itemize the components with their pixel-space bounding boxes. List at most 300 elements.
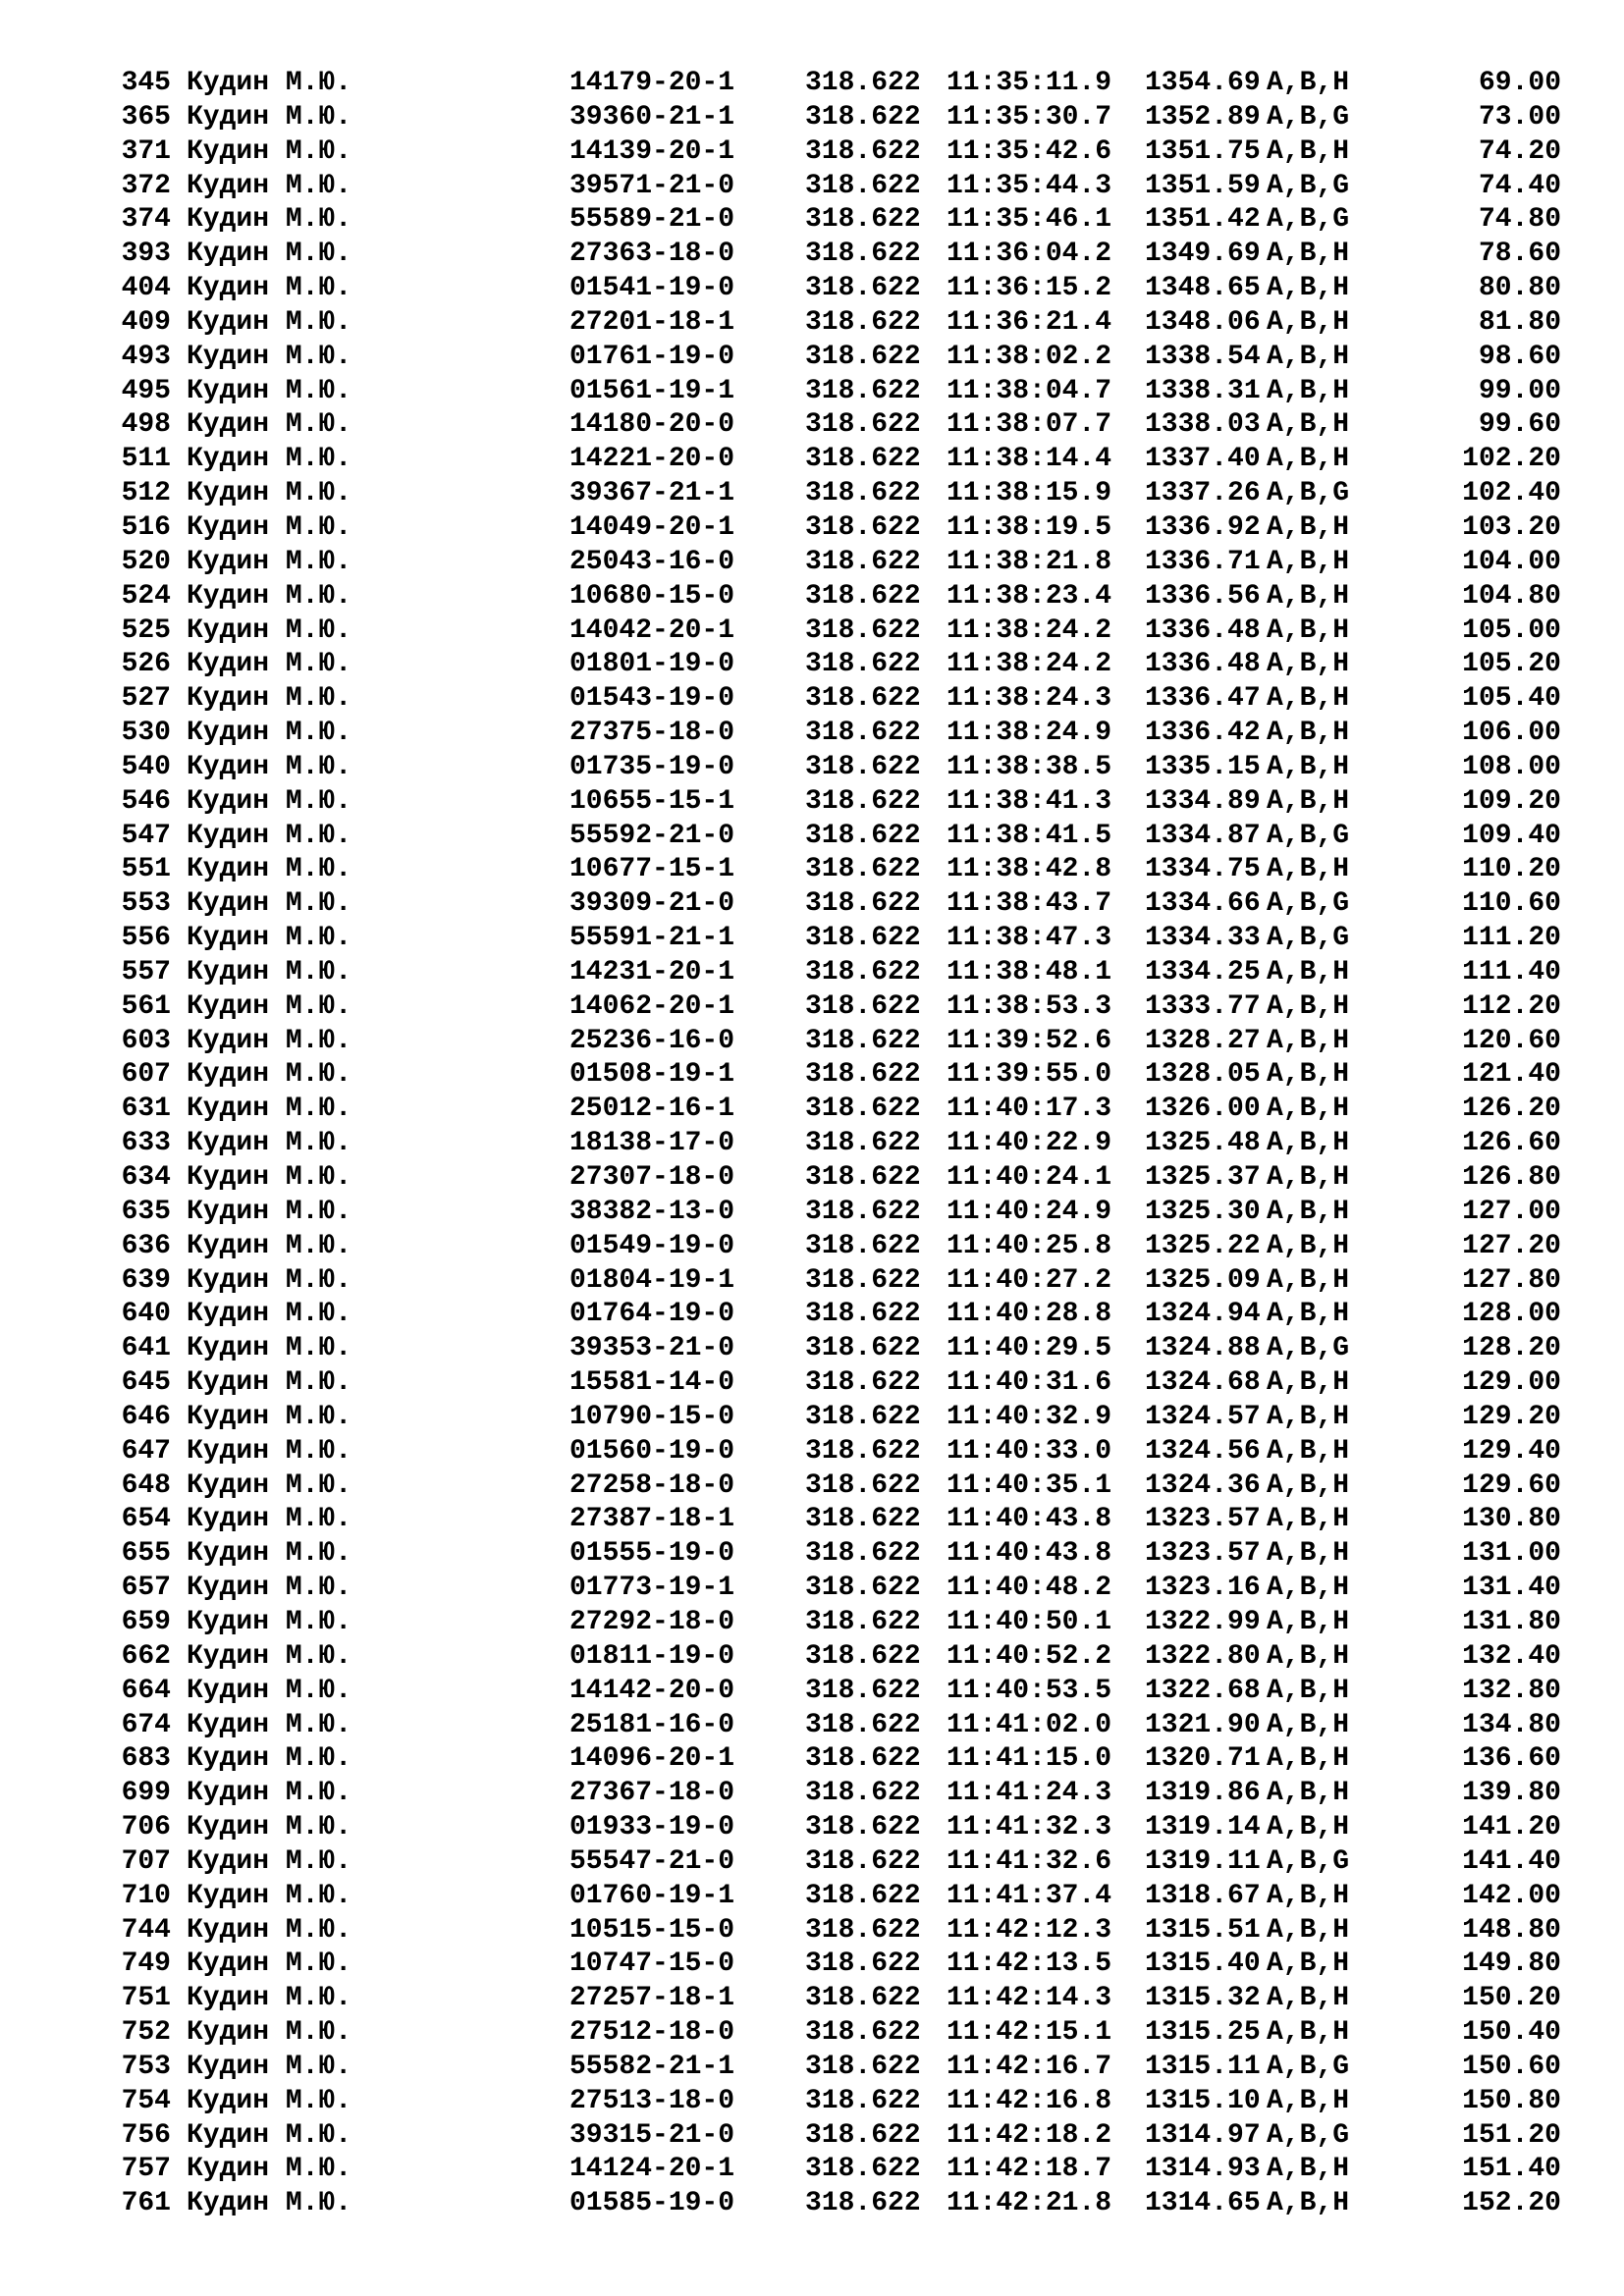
place-cell: 516 [121, 511, 171, 543]
speed-cell: 1323.16 [1145, 1573, 1261, 1604]
place-cell: 744 [121, 1914, 171, 1946]
category-cell: A,B,H [1267, 444, 1350, 475]
arrival-time-cell: 11:35:46.1 [947, 204, 1112, 236]
ring-number-cell: 14142-20-0 [569, 1675, 735, 1706]
speed-cell: 1322.80 [1145, 1640, 1261, 1672]
ring-number-cell: 39360-21-1 [569, 101, 735, 133]
arrival-time-cell: 11:40:29.5 [947, 1333, 1112, 1364]
arrival-time-cell: 11:38:15.9 [947, 478, 1112, 509]
speed-cell: 1334.89 [1145, 785, 1261, 817]
distance-cell: 318.622 [805, 1675, 921, 1706]
speed-cell: 1326.00 [1145, 1094, 1261, 1125]
distance-cell: 318.622 [805, 1059, 921, 1091]
points-cell: 132.40 [1462, 1640, 1561, 1672]
speed-cell: 1336.48 [1145, 614, 1261, 646]
arrival-time-cell: 11:35:42.6 [947, 135, 1112, 167]
speed-cell: 1324.68 [1145, 1367, 1261, 1399]
fancier-name-cell: Кудин М.Ю. [187, 2154, 352, 2185]
category-cell: A,B,H [1267, 1778, 1350, 1809]
category-cell: A,B,H [1267, 1401, 1350, 1432]
speed-cell: 1336.92 [1145, 511, 1261, 543]
place-cell: 664 [121, 1675, 171, 1706]
fancier-name-cell: Кудин М.Ю. [187, 1504, 352, 1535]
place-cell: 683 [121, 1743, 171, 1775]
arrival-time-cell: 11:42:12.3 [947, 1914, 1112, 1946]
result-row [0, 614, 1624, 649]
place-cell: 648 [121, 1469, 171, 1501]
result-row [0, 67, 1624, 101]
points-cell: 134.80 [1462, 1709, 1561, 1740]
result-row [0, 922, 1624, 956]
result-row [0, 238, 1624, 272]
ring-number-cell: 55591-21-1 [569, 923, 735, 954]
speed-cell: 1352.89 [1145, 101, 1261, 133]
speed-cell: 1348.06 [1145, 306, 1261, 338]
ring-number-cell: 27367-18-0 [569, 1778, 735, 1809]
ring-number-cell: 27258-18-0 [569, 1469, 735, 1501]
speed-cell: 1325.37 [1145, 1162, 1261, 1193]
category-cell: A,B,G [1267, 1845, 1350, 1877]
fancier-name-cell: Кудин М.Ю. [187, 956, 352, 988]
place-cell: 754 [121, 2085, 171, 2116]
category-cell: A,B,H [1267, 2188, 1350, 2219]
distance-cell: 318.622 [805, 1162, 921, 1193]
category-cell: A,B,H [1267, 2154, 1350, 2185]
place-cell: 757 [121, 2154, 171, 2185]
place-cell: 511 [121, 444, 171, 475]
result-row [0, 1332, 1624, 1366]
fancier-name-cell: Кудин М.Ю. [187, 1196, 352, 1227]
speed-cell: 1351.59 [1145, 170, 1261, 201]
result-row [0, 1127, 1624, 1161]
category-cell: A,B,G [1267, 204, 1350, 236]
points-cell: 109.20 [1462, 785, 1561, 817]
fancier-name-cell: Кудин М.Ю. [187, 1845, 352, 1877]
points-cell: 80.80 [1478, 273, 1561, 304]
place-cell: 525 [121, 614, 171, 646]
ring-number-cell: 27257-18-1 [569, 1983, 735, 2014]
points-cell: 130.80 [1462, 1504, 1561, 1535]
ring-number-cell: 55589-21-0 [569, 204, 735, 236]
distance-cell: 318.622 [805, 956, 921, 988]
distance-cell: 318.622 [805, 1264, 921, 1296]
distance-cell: 318.622 [805, 306, 921, 338]
place-cell: 551 [121, 854, 171, 885]
arrival-time-cell: 11:38:02.2 [947, 341, 1112, 372]
ring-number-cell: 39309-21-0 [569, 888, 735, 920]
points-cell: 127.20 [1462, 1230, 1561, 1261]
fancier-name-cell: Кудин М.Ю. [187, 2085, 352, 2116]
ring-number-cell: 14124-20-1 [569, 2154, 735, 2185]
place-cell: 409 [121, 306, 171, 338]
speed-cell: 1318.67 [1145, 1880, 1261, 1911]
fancier-name-cell: Кудин М.Ю. [187, 683, 352, 715]
points-cell: 127.80 [1462, 1264, 1561, 1296]
distance-cell: 318.622 [805, 1812, 921, 1843]
ring-number-cell: 01735-19-0 [569, 751, 735, 782]
results-list [0, 67, 1624, 2221]
fancier-name-cell: Кудин М.Ю. [187, 273, 352, 304]
result-row [0, 203, 1624, 238]
fancier-name-cell: Кудин М.Ю. [187, 1025, 352, 1056]
points-cell: 142.00 [1462, 1880, 1561, 1911]
arrival-time-cell: 11:42:15.1 [947, 2017, 1112, 2049]
distance-cell: 318.622 [805, 409, 921, 441]
category-cell: A,B,H [1267, 1949, 1350, 1980]
result-row [0, 1675, 1624, 1709]
speed-cell: 1320.71 [1145, 1743, 1261, 1775]
speed-cell: 1336.42 [1145, 718, 1261, 749]
arrival-time-cell: 11:40:17.3 [947, 1094, 1112, 1125]
speed-cell: 1349.69 [1145, 239, 1261, 270]
distance-cell: 318.622 [805, 444, 921, 475]
speed-cell: 1323.57 [1145, 1504, 1261, 1535]
points-cell: 81.80 [1478, 306, 1561, 338]
distance-cell: 318.622 [805, 375, 921, 406]
ring-number-cell: 25043-16-0 [569, 546, 735, 577]
place-cell: 707 [121, 1845, 171, 1877]
speed-cell: 1319.86 [1145, 1778, 1261, 1809]
result-row [0, 682, 1624, 717]
result-row [0, 853, 1624, 887]
speed-cell: 1351.42 [1145, 204, 1261, 236]
speed-cell: 1338.54 [1145, 341, 1261, 372]
ring-number-cell: 10790-15-0 [569, 1401, 735, 1432]
arrival-time-cell: 11:35:30.7 [947, 101, 1112, 133]
distance-cell: 318.622 [805, 1949, 921, 1980]
result-row [0, 408, 1624, 443]
ring-number-cell: 25012-16-1 [569, 1094, 735, 1125]
category-cell: A,B,H [1267, 1675, 1350, 1706]
distance-cell: 318.622 [805, 1128, 921, 1159]
ring-number-cell: 01760-19-1 [569, 1880, 735, 1911]
place-cell: 365 [121, 101, 171, 133]
category-cell: A,B,H [1267, 1709, 1350, 1740]
arrival-time-cell: 11:41:37.4 [947, 1880, 1112, 1911]
points-cell: 74.80 [1478, 204, 1561, 236]
points-cell: 105.20 [1462, 649, 1561, 680]
place-cell: 752 [121, 2017, 171, 2049]
distance-cell: 318.622 [805, 923, 921, 954]
category-cell: A,B,H [1267, 1435, 1350, 1467]
points-cell: 129.00 [1462, 1367, 1561, 1399]
result-row [0, 1845, 1624, 1880]
arrival-time-cell: 11:36:04.2 [947, 239, 1112, 270]
points-cell: 102.20 [1462, 444, 1561, 475]
ring-number-cell: 14179-20-1 [569, 68, 735, 98]
category-cell: A,B,H [1267, 751, 1350, 782]
category-cell: A,B,H [1267, 1573, 1350, 1604]
points-cell: 141.40 [1462, 1845, 1561, 1877]
ring-number-cell: 01555-19-0 [569, 1538, 735, 1570]
arrival-time-cell: 11:42:18.2 [947, 2119, 1112, 2151]
ring-number-cell: 14139-20-1 [569, 135, 735, 167]
place-cell: 607 [121, 1059, 171, 1091]
points-cell: 69.00 [1478, 68, 1561, 98]
category-cell: A,B,H [1267, 306, 1350, 338]
result-row [0, 272, 1624, 306]
distance-cell: 318.622 [805, 854, 921, 885]
ring-number-cell: 27363-18-0 [569, 239, 735, 270]
category-cell: A,B,H [1267, 1880, 1350, 1911]
fancier-name-cell: Кудин М.Ю. [187, 375, 352, 406]
fancier-name-cell: Кудин М.Ю. [187, 511, 352, 543]
distance-cell: 318.622 [805, 1299, 921, 1330]
speed-cell: 1337.26 [1145, 478, 1261, 509]
ring-number-cell: 14049-20-1 [569, 511, 735, 543]
place-cell: 512 [121, 478, 171, 509]
ring-number-cell: 01801-19-0 [569, 649, 735, 680]
arrival-time-cell: 11:42:21.8 [947, 2188, 1112, 2219]
category-cell: A,B,H [1267, 341, 1350, 372]
result-row [0, 1606, 1624, 1640]
points-cell: 150.40 [1462, 2017, 1561, 2049]
arrival-time-cell: 11:38:04.7 [947, 375, 1112, 406]
speed-cell: 1354.69 [1145, 68, 1261, 98]
result-row [0, 1503, 1624, 1537]
fancier-name-cell: Кудин М.Ю. [187, 718, 352, 749]
distance-cell: 318.622 [805, 101, 921, 133]
fancier-name-cell: Кудин М.Ю. [187, 1094, 352, 1125]
ring-number-cell: 14180-20-0 [569, 409, 735, 441]
result-row [0, 1811, 1624, 1845]
place-cell: 633 [121, 1128, 171, 1159]
points-cell: 73.00 [1478, 101, 1561, 133]
points-cell: 105.00 [1462, 614, 1561, 646]
place-cell: 557 [121, 956, 171, 988]
distance-cell: 318.622 [805, 580, 921, 612]
fancier-name-cell: Кудин М.Ю. [187, 1162, 352, 1193]
points-cell: 120.60 [1462, 1025, 1561, 1056]
distance-cell: 318.622 [805, 1709, 921, 1740]
place-cell: 520 [121, 546, 171, 577]
category-cell: A,B,H [1267, 1538, 1350, 1570]
speed-cell: 1319.14 [1145, 1812, 1261, 1843]
distance-cell: 318.622 [805, 1367, 921, 1399]
arrival-time-cell: 11:41:32.6 [947, 1845, 1112, 1877]
fancier-name-cell: Кудин М.Ю. [187, 785, 352, 817]
category-cell: A,B,H [1267, 1606, 1350, 1637]
place-cell: 647 [121, 1435, 171, 1467]
distance-cell: 318.622 [805, 683, 921, 715]
arrival-time-cell: 11:40:43.8 [947, 1538, 1112, 1570]
fancier-name-cell: Кудин М.Ю. [187, 1573, 352, 1604]
speed-cell: 1325.22 [1145, 1230, 1261, 1261]
fancier-name-cell: Кудин М.Ю. [187, 1333, 352, 1364]
points-cell: 121.40 [1462, 1059, 1561, 1091]
distance-cell: 318.622 [805, 1914, 921, 1946]
place-cell: 636 [121, 1230, 171, 1261]
fancier-name-cell: Кудин М.Ю. [187, 1743, 352, 1775]
arrival-time-cell: 11:35:11.9 [947, 68, 1112, 98]
fancier-name-cell: Кудин М.Ю. [187, 649, 352, 680]
fancier-name-cell: Кудин М.Ю. [187, 2017, 352, 2049]
result-row [0, 717, 1624, 751]
ring-number-cell: 01811-19-0 [569, 1640, 735, 1672]
category-cell: A,B,H [1267, 1162, 1350, 1193]
category-cell: A,B,H [1267, 511, 1350, 543]
ring-number-cell: 15581-14-0 [569, 1367, 735, 1399]
place-cell: 553 [121, 888, 171, 920]
ring-number-cell: 27387-18-1 [569, 1504, 735, 1535]
points-cell: 129.40 [1462, 1435, 1561, 1467]
result-row [0, 1366, 1624, 1401]
points-cell: 131.00 [1462, 1538, 1561, 1570]
ring-number-cell: 10515-15-0 [569, 1914, 735, 1946]
points-cell: 110.60 [1462, 888, 1561, 920]
distance-cell: 318.622 [805, 546, 921, 577]
arrival-time-cell: 11:38:19.5 [947, 511, 1112, 543]
arrival-time-cell: 11:38:53.3 [947, 990, 1112, 1022]
result-row [0, 1025, 1624, 1059]
category-cell: A,B,G [1267, 478, 1350, 509]
result-row [0, 2119, 1624, 2154]
result-row [0, 820, 1624, 854]
fancier-name-cell: Кудин М.Ю. [187, 170, 352, 201]
category-cell: A,B,G [1267, 170, 1350, 201]
ring-number-cell: 10677-15-1 [569, 854, 735, 885]
place-cell: 634 [121, 1162, 171, 1193]
category-cell: A,B,H [1267, 1504, 1350, 1535]
category-cell: A,B,G [1267, 820, 1350, 851]
result-row [0, 580, 1624, 614]
distance-cell: 318.622 [805, 478, 921, 509]
place-cell: 662 [121, 1640, 171, 1672]
category-cell: A,B,G [1267, 1333, 1350, 1364]
speed-cell: 1315.32 [1145, 1983, 1261, 2014]
place-cell: 345 [121, 68, 171, 98]
category-cell: A,B,G [1267, 888, 1350, 920]
points-cell: 151.20 [1462, 2119, 1561, 2151]
result-row [0, 1709, 1624, 1743]
points-cell: 102.40 [1462, 478, 1561, 509]
distance-cell: 318.622 [805, 2017, 921, 2049]
arrival-time-cell: 11:40:43.8 [947, 1504, 1112, 1535]
points-cell: 129.20 [1462, 1401, 1561, 1432]
distance-cell: 318.622 [805, 1743, 921, 1775]
speed-cell: 1328.05 [1145, 1059, 1261, 1091]
arrival-time-cell: 11:38:24.3 [947, 683, 1112, 715]
category-cell: A,B,G [1267, 2119, 1350, 2151]
category-cell: A,B,H [1267, 546, 1350, 577]
fancier-name-cell: Кудин М.Ю. [187, 101, 352, 133]
speed-cell: 1334.33 [1145, 923, 1261, 954]
place-cell: 753 [121, 2051, 171, 2082]
result-row [0, 785, 1624, 820]
points-cell: 99.60 [1478, 409, 1561, 441]
points-cell: 128.20 [1462, 1333, 1561, 1364]
place-cell: 547 [121, 820, 171, 851]
fancier-name-cell: Кудин М.Ю. [187, 1983, 352, 2014]
place-cell: 524 [121, 580, 171, 612]
category-cell: A,B,H [1267, 785, 1350, 817]
speed-cell: 1322.99 [1145, 1606, 1261, 1637]
place-cell: 706 [121, 1812, 171, 1843]
result-row [0, 1058, 1624, 1093]
speed-cell: 1324.57 [1145, 1401, 1261, 1432]
arrival-time-cell: 11:38:24.9 [947, 718, 1112, 749]
place-cell: 657 [121, 1573, 171, 1604]
points-cell: 99.00 [1478, 375, 1561, 406]
speed-cell: 1334.25 [1145, 956, 1261, 988]
fancier-name-cell: Кудин М.Ю. [187, 1469, 352, 1501]
speed-cell: 1328.27 [1145, 1025, 1261, 1056]
fancier-name-cell: Кудин М.Ю. [187, 1709, 352, 1740]
ring-number-cell: 01764-19-0 [569, 1299, 735, 1330]
category-cell: A,B,G [1267, 923, 1350, 954]
place-cell: 635 [121, 1196, 171, 1227]
distance-cell: 318.622 [805, 718, 921, 749]
fancier-name-cell: Кудин М.Ю. [187, 341, 352, 372]
place-cell: 374 [121, 204, 171, 236]
distance-cell: 318.622 [805, 1469, 921, 1501]
fancier-name-cell: Кудин М.Ю. [187, 751, 352, 782]
speed-cell: 1315.25 [1145, 2017, 1261, 2049]
points-cell: 126.60 [1462, 1128, 1561, 1159]
arrival-time-cell: 11:42:16.7 [947, 2051, 1112, 2082]
distance-cell: 318.622 [805, 135, 921, 167]
result-row [0, 1469, 1624, 1504]
distance-cell: 318.622 [805, 170, 921, 201]
arrival-time-cell: 11:42:14.3 [947, 1983, 1112, 2014]
points-cell: 110.20 [1462, 854, 1561, 885]
fancier-name-cell: Кудин М.Ю. [187, 614, 352, 646]
arrival-time-cell: 11:35:44.3 [947, 170, 1112, 201]
fancier-name-cell: Кудин М.Ю. [187, 1949, 352, 1980]
distance-cell: 318.622 [805, 1640, 921, 1672]
arrival-time-cell: 11:38:42.8 [947, 854, 1112, 885]
fancier-name-cell: Кудин М.Ю. [187, 1812, 352, 1843]
ring-number-cell: 25236-16-0 [569, 1025, 735, 1056]
points-cell: 149.80 [1462, 1949, 1561, 1980]
fancier-name-cell: Кудин М.Ю. [187, 1606, 352, 1637]
result-row [0, 1401, 1624, 1435]
result-row [0, 1435, 1624, 1469]
arrival-time-cell: 11:40:32.9 [947, 1401, 1112, 1432]
ring-number-cell: 01933-19-0 [569, 1812, 735, 1843]
result-row [0, 511, 1624, 546]
fancier-name-cell: Кудин М.Ю. [187, 239, 352, 270]
place-cell: 641 [121, 1333, 171, 1364]
category-cell: A,B,H [1267, 580, 1350, 612]
place-cell: 530 [121, 718, 171, 749]
fancier-name-cell: Кудин М.Ю. [187, 2051, 352, 2082]
distance-cell: 318.622 [805, 888, 921, 920]
points-cell: 131.40 [1462, 1573, 1561, 1604]
arrival-time-cell: 11:40:53.5 [947, 1675, 1112, 1706]
distance-cell: 318.622 [805, 1230, 921, 1261]
speed-cell: 1323.57 [1145, 1538, 1261, 1570]
arrival-time-cell: 11:41:02.0 [947, 1709, 1112, 1740]
ring-number-cell: 01561-19-1 [569, 375, 735, 406]
category-cell: A,B,H [1267, 1230, 1350, 1261]
fancier-name-cell: Кудин М.Ю. [187, 1778, 352, 1809]
distance-cell: 318.622 [805, 1435, 921, 1467]
result-row [0, 477, 1624, 511]
fancier-name-cell: Кудин М.Ю. [187, 854, 352, 885]
place-cell: 540 [121, 751, 171, 782]
arrival-time-cell: 11:38:24.2 [947, 614, 1112, 646]
category-cell: A,B,H [1267, 718, 1350, 749]
place-cell: 655 [121, 1538, 171, 1570]
distance-cell: 318.622 [805, 1401, 921, 1432]
ring-number-cell: 14231-20-1 [569, 956, 735, 988]
points-cell: 111.20 [1462, 923, 1561, 954]
arrival-time-cell: 11:40:27.2 [947, 1264, 1112, 1296]
speed-cell: 1336.48 [1145, 649, 1261, 680]
ring-number-cell: 18138-17-0 [569, 1128, 735, 1159]
result-row [0, 1880, 1624, 1914]
